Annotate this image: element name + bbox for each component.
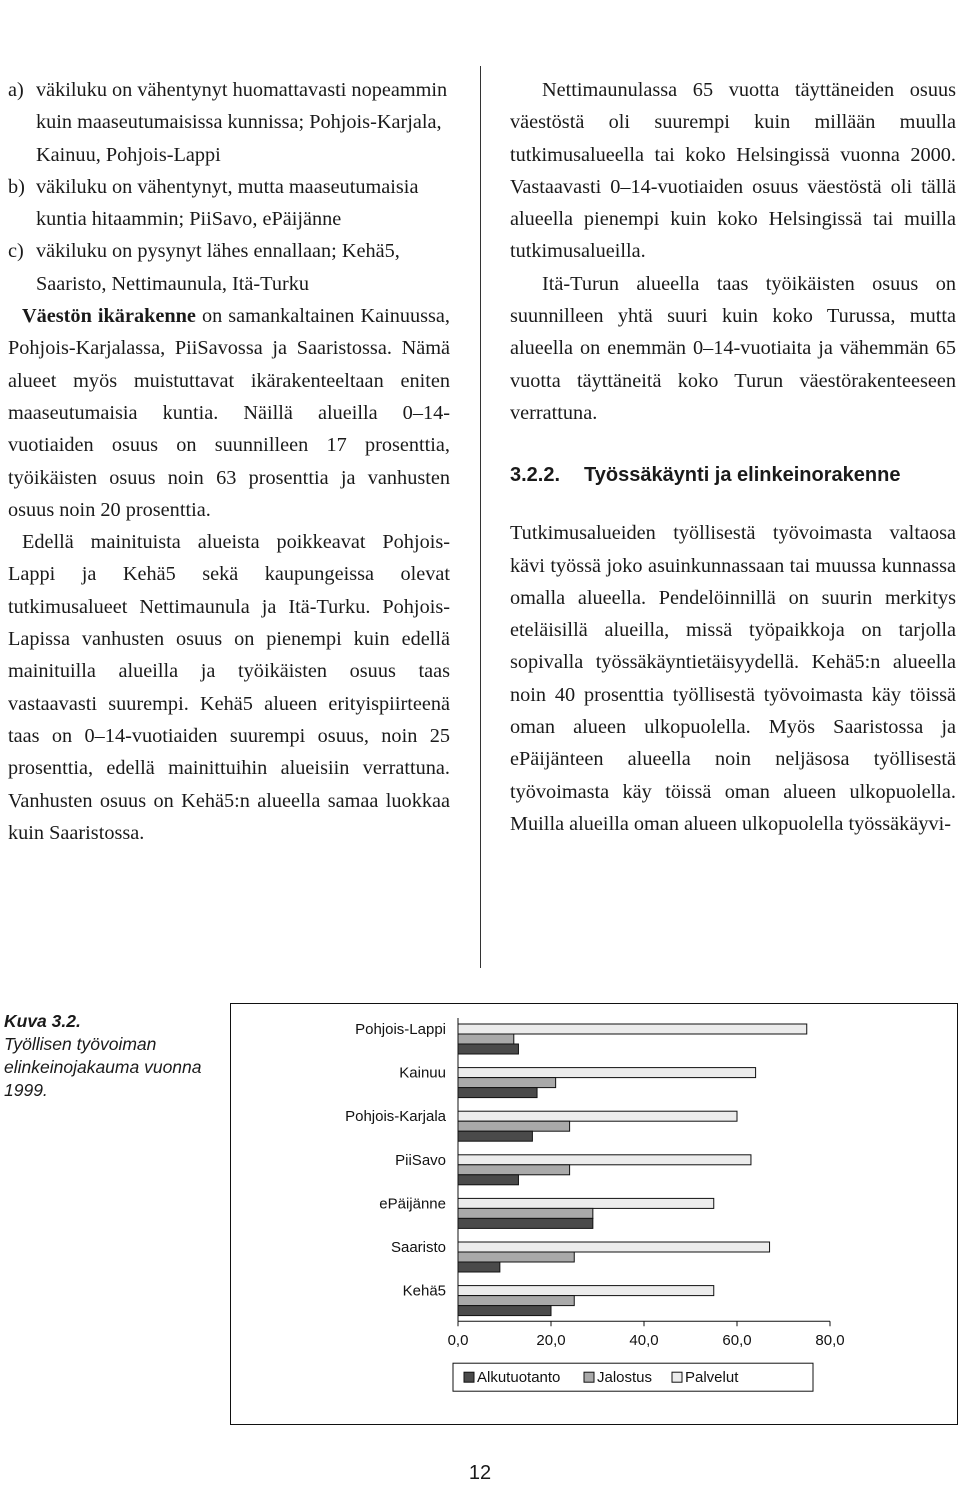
x-tick-label: 40,0 bbox=[629, 1332, 659, 1350]
bar bbox=[458, 1218, 593, 1228]
bar bbox=[458, 1024, 807, 1034]
list-item-a bbox=[8, 74, 450, 171]
category-label: Kehä5 bbox=[402, 1282, 446, 1300]
legend-swatch bbox=[584, 1372, 594, 1382]
legend-label: Alkutuotanto bbox=[477, 1369, 561, 1387]
chart-frame bbox=[230, 1003, 958, 1425]
legend-swatch bbox=[464, 1372, 474, 1382]
category-label: PiiSavo bbox=[395, 1151, 446, 1169]
paragraph-text: on samankaltainen Kainuussa, Pohjois-Karjalassa, PiiSavossa ja Saaristossa. Nämä alueet myös muistuttavat ikärakenteeltaan eniten maaseutumaisia kuntia. Näillä alueilla 0–14-vuotiaiden osuus on suunnilleen 17 prosenttia, työikäisten osuus noin 63 prosenttia ja vanhusten osuus noin 20 prosenttia. bbox=[8, 305, 451, 521]
x-tick-label: 80,0 bbox=[815, 1332, 845, 1350]
left-text-column bbox=[8, 74, 450, 849]
bar bbox=[458, 1296, 574, 1306]
list-item-c bbox=[8, 235, 450, 300]
list-text: väkiluku on vähentynyt, mutta maaseutumaisia kuntia hitaammin; PiiSavo, ePäijänne bbox=[36, 175, 419, 231]
paragraph-nettimaunula: Nettimaunulassa 65 vuotta täyttäneiden osuus väestöstä oli suurempi kuin millään muulla tutkimusalueella tai koko Helsingissä vuonna 2000. Vastaavasti 0–14-vuotiaiden osuus väestöstä oli tällä alueella pienempi kuin koko Helsingissä tai muilla tutkimusalueilla. bbox=[510, 79, 956, 263]
category-label: Pohjois-Karjala bbox=[345, 1108, 446, 1126]
paragraph-ita-turku: Itä-Turun alueella taas työikäisten osuus on suunnilleen yhtä suuri kuin koko Turussa, mutta alueella on enemmän 0–14-vuotiaita ja vähemmän 65 vuotta täyttäneitä koko Turun väestörakenteeseen verrattuna. bbox=[510, 272, 956, 424]
column-divider bbox=[480, 66, 481, 968]
section-heading bbox=[510, 459, 956, 491]
list-item-b bbox=[8, 171, 450, 236]
bar bbox=[458, 1068, 756, 1078]
bar bbox=[458, 1242, 770, 1252]
bar bbox=[458, 1252, 574, 1262]
paragraph-exceptions: Edellä mainituista alueista poikkeavat Pohjois-Lappi ja Kehä5 sekä kaupungeissa olevat tutkimusalueet Nettimaunula ja Itä-Turku. Pohjois-Lapissa vanhusten osuus on pienempi kuin edellä mainituilla alueilla ja työikäisten osuus taas vastaavasti suurempi. Kehä5 alueen erityispiirteenä taas on 0–14-vuotiaiden suurempi osuus, noin 25 prosenttia, edellä mainittuihin alueisiin verrattuna. Vanhusten osuus on Kehä5:n alueella samaa luokkaa kuin Saaristossa. bbox=[8, 531, 450, 844]
bar-chart bbox=[231, 1004, 957, 1424]
bar bbox=[458, 1121, 570, 1131]
bar bbox=[458, 1034, 514, 1044]
bar bbox=[458, 1131, 532, 1141]
bar bbox=[458, 1262, 500, 1272]
bar bbox=[458, 1088, 537, 1098]
paragraph-commuting: Tutkimusalueiden työllisestä työvoimasta valtaosa kävi työssä joko asuinkunnassaan tai muussa kunnassa omalla alueella. Pendelöinnillä on suurin merkitys eteläisillä alueilla, missä työpaikkoja on tarjolla sopivalla työssäkäyntietäisyydellä. Kehä5:n alueella noin 40 prosenttia työllisestä työvoimasta käy töissä oman alueen ulkopuolella. Myös Saaristossa ja ePäijänteen alueella noin neljäsosa työllisestä työvoimasta käy töissä oman alueen ulkopuolella. Muilla alueilla oman alueen ulkopuolella työssäkäyvi- bbox=[510, 522, 956, 835]
list-marker: b) bbox=[8, 175, 25, 198]
bar bbox=[458, 1155, 751, 1165]
bar bbox=[458, 1165, 570, 1175]
legend-label: Palvelut bbox=[685, 1369, 739, 1387]
legend-swatch bbox=[672, 1372, 682, 1382]
x-tick-label: 60,0 bbox=[722, 1332, 752, 1350]
bar bbox=[458, 1111, 737, 1121]
figure-label: Kuva 3.2. bbox=[4, 1011, 81, 1031]
figure-caption-text: Työllisen työvoiman elinkeinojakauma vuonna 1999. bbox=[4, 1034, 202, 1100]
section-number: 3.2.2. bbox=[510, 464, 561, 487]
legend-label: Jalostus bbox=[597, 1369, 653, 1387]
list-text: väkiluku on vähentynyt huomattavasti nopeammin kuin maaseutumaisissa kunnissa; Pohjois-Karjala, Kainuu, Pohjois-Lappi bbox=[36, 79, 448, 166]
bar bbox=[458, 1208, 593, 1218]
right-text-column bbox=[510, 74, 956, 840]
category-label: Kainuu bbox=[399, 1064, 446, 1082]
category-label: ePäijänne bbox=[379, 1195, 446, 1213]
bar bbox=[458, 1078, 556, 1088]
list-marker: a) bbox=[8, 79, 24, 101]
page-number: 12 bbox=[468, 1462, 492, 1484]
category-label: Pohjois-Lappi bbox=[355, 1021, 446, 1038]
x-tick-label: 20,0 bbox=[536, 1332, 566, 1350]
bar bbox=[458, 1044, 518, 1054]
list-marker: c) bbox=[8, 240, 24, 263]
figure-caption bbox=[4, 1010, 204, 1102]
bar bbox=[458, 1175, 518, 1185]
x-tick-label: 0,0 bbox=[447, 1332, 469, 1350]
section-title: Työssäkäynti ja elinkeinorakenne bbox=[584, 464, 901, 487]
bar bbox=[458, 1198, 714, 1208]
list-text: väkiluku on pysynyt lähes ennallaan; Kehä5, Saaristo, Nettimaunula, Itä-Turku bbox=[36, 240, 400, 295]
bar bbox=[458, 1306, 551, 1316]
bar bbox=[458, 1286, 714, 1296]
category-label: Saaristo bbox=[390, 1239, 446, 1256]
paragraph-age-structure bbox=[8, 300, 450, 526]
bold-term: Väestön ikärakenne bbox=[22, 305, 196, 328]
